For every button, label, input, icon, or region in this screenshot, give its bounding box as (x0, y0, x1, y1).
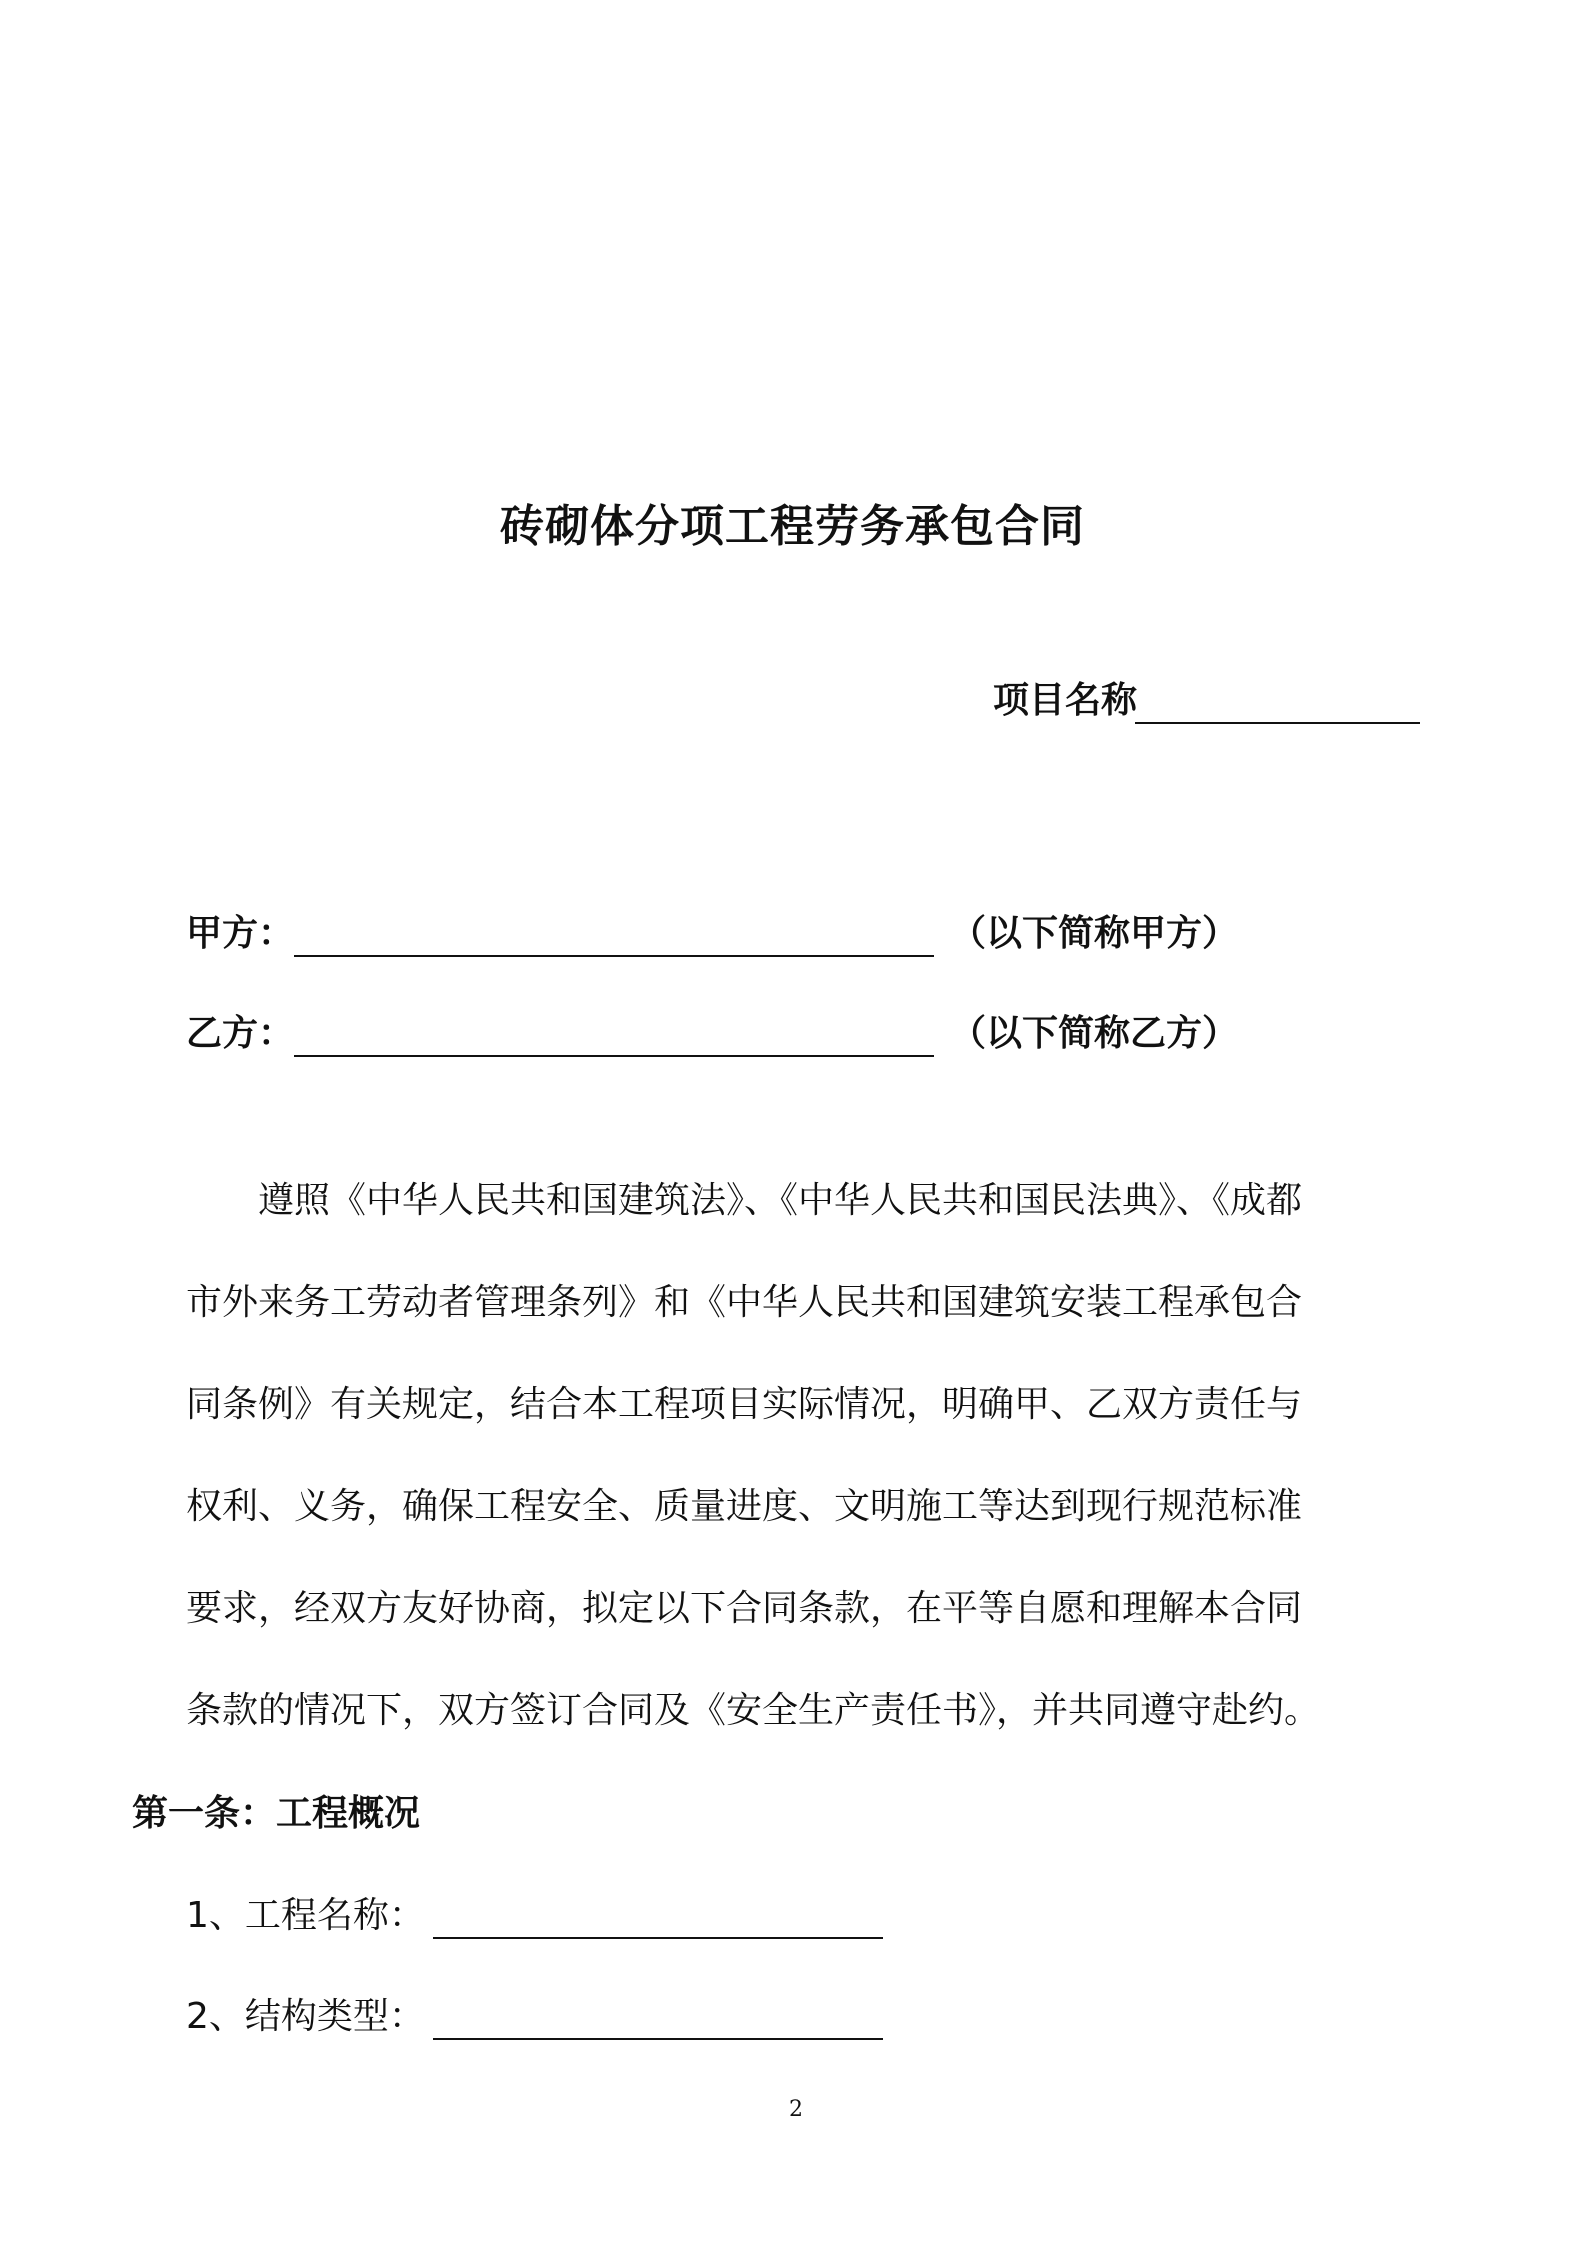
preamble-line: 权利、义务，确保工程安全、质量进度、文明施工等达到现行规范标准 (186, 1486, 1303, 1527)
party-a-blank (294, 955, 934, 957)
preamble-line: 遵照《中华人民共和国建筑法》、《中华人民共和国民法典》、《成都 (258, 1180, 1303, 1221)
party-b-label: 乙方： (186, 1013, 295, 1054)
preamble-line: 同条例》有关规定，结合本工程项目实际情况，明确甲、乙双方责任与 (186, 1384, 1303, 1425)
party-a-note: （以下简称甲方） (950, 913, 1239, 954)
page-number: 2 (789, 2097, 803, 2122)
project-item-blank (433, 1937, 883, 1939)
document-title: 砖砌体分项工程劳务承包合同 (500, 501, 1085, 552)
project-name-blank (1135, 722, 1420, 724)
section-heading: 第一条：工程概况 (132, 1793, 421, 1834)
project-item-label: 1、工程名称： (186, 1895, 425, 1936)
party-b-blank (294, 1055, 934, 1057)
structure-type-label: 2、结构类型： (186, 1996, 425, 2037)
preamble-line: 条款的情况下，双方签订合同及《安全生产责任书》，并共同遵守赴约。 (186, 1690, 1321, 1731)
preamble-line: 市外来务工劳动者管理条列》和《中华人民共和国建筑安装工程承包合 (186, 1282, 1303, 1323)
project-name-label: 项目名称 (993, 680, 1138, 721)
party-a-label: 甲方： (186, 913, 295, 954)
structure-type-blank (433, 2038, 883, 2040)
preamble-line: 要求，经双方友好协商，拟定以下合同条款，在平等自愿和理解本合同 (186, 1588, 1303, 1629)
party-b-note: （以下简称乙方） (950, 1013, 1239, 1054)
